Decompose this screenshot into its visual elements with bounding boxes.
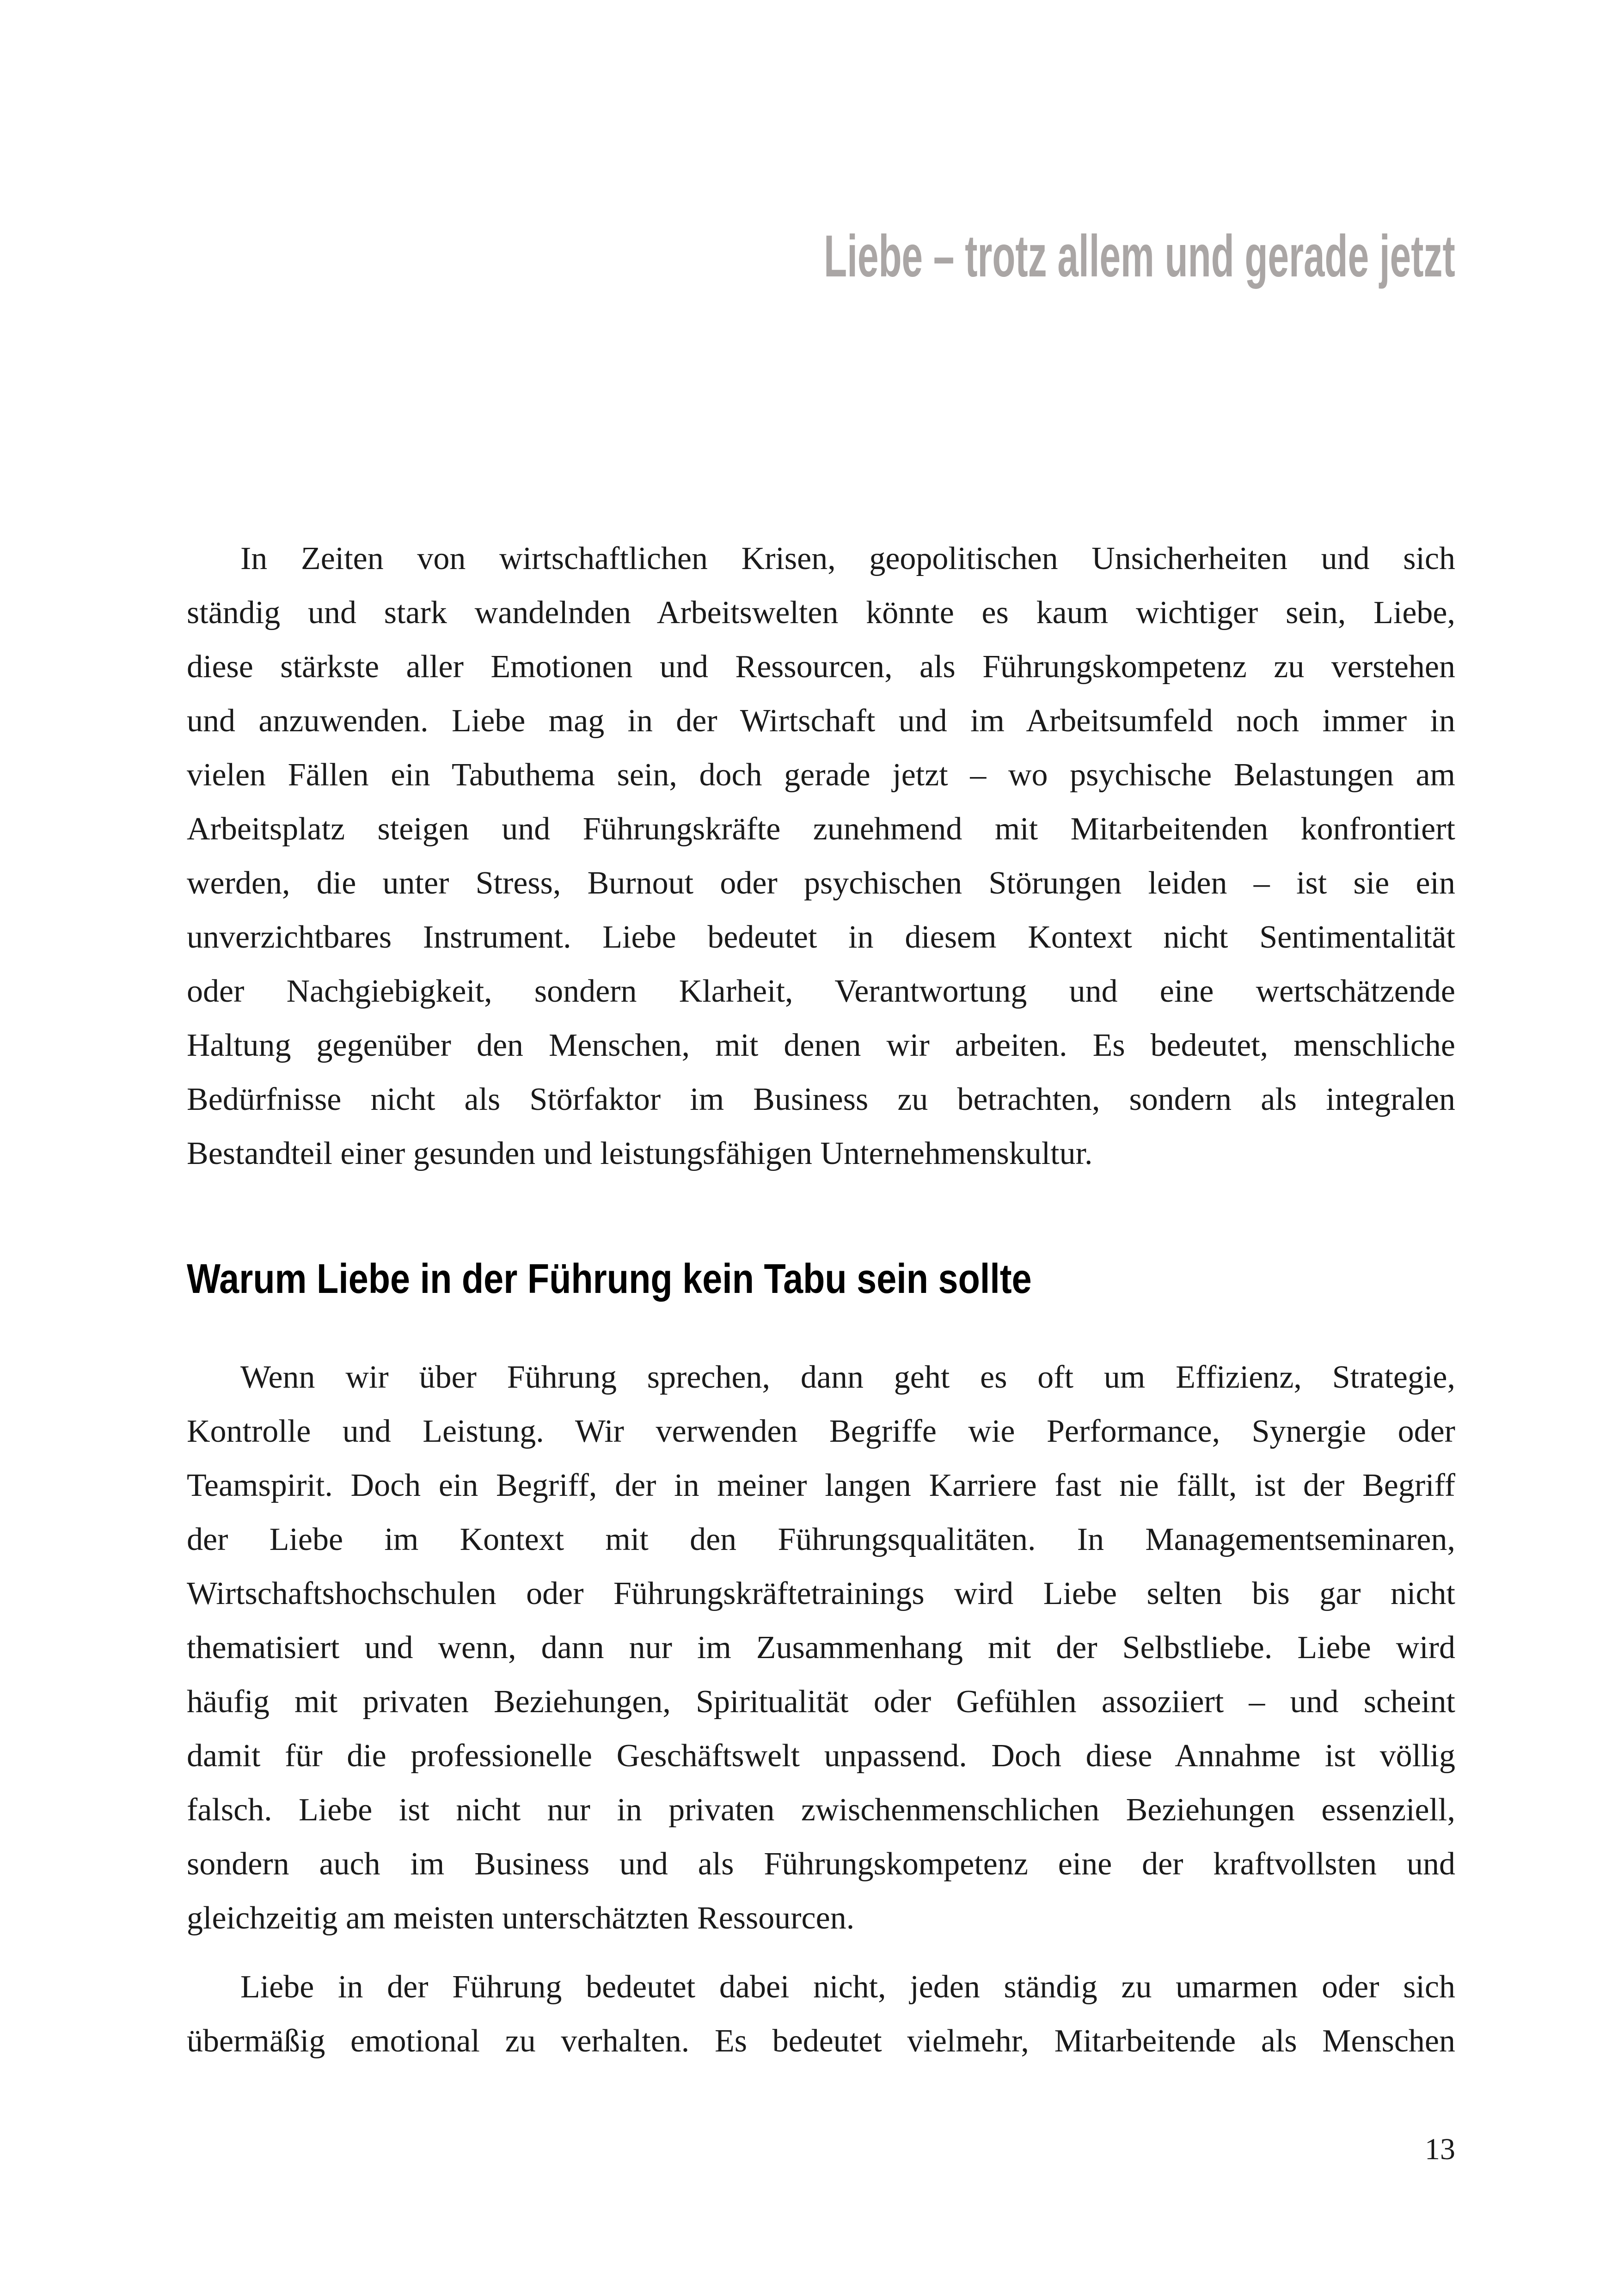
text-line: unverzichtbares Instrument. Liebe bedeutet in diesem Kontext nicht Sentimentalität (187, 919, 1455, 955)
page-number: 13 (1425, 2132, 1455, 2166)
text-line: diese stärkste aller Emotionen und Ressourcen, als Führungskompetenz zu verstehen (187, 649, 1455, 685)
text-line: falsch. Liebe ist nicht nur in privaten zwischenmenschlichen Beziehungen essenziell, (187, 1792, 1455, 1828)
text-line: übermäßig emotional zu verhalten. Es bedeutet vielmehr, Mitarbeitende als Menschen (187, 2023, 1455, 2059)
text-line: vielen Fällen ein Tabuthema sein, doch gerade jetzt – wo psychische Belastungen am (187, 757, 1455, 793)
text-line: Arbeitsplatz steigen und Führungskräfte zunehmend mit Mitarbeitenden konfrontiert (187, 811, 1455, 847)
text-line: oder Nachgiebigkeit, sondern Klarheit, Verantwortung und eine wertschätzende (187, 974, 1455, 1009)
text-line: ständig und stark wandelnden Arbeitswelten könnte es kaum wichtiger sein, Liebe, (187, 595, 1455, 631)
paragraph-3 (187, 1960, 1455, 2068)
text-line: Wirtschaftshochschulen oder Führungskräftetrainings wird Liebe selten bis gar nicht (187, 1576, 1455, 1611)
text-line: sondern auch im Business und als Führungskompetenz eine der kraftvollsten und (187, 1846, 1455, 1882)
text-line: Kontrolle und Leistung. Wir verwenden Begriffe wie Performance, Synergie oder (187, 1414, 1455, 1449)
text-line: Haltung gegenüber den Menschen, mit denen wir arbeiten. Es bedeutet, menschliche (187, 1028, 1455, 1063)
text-line: werden, die unter Stress, Burnout oder psychischen Störungen leiden – ist sie ein (187, 865, 1455, 901)
text-line: thematisiert und wenn, dann nur im Zusammenhang mit der Selbstliebe. Liebe wird (187, 1630, 1455, 1665)
text-line: gleichzeitig am meisten unterschätzten Ressourcen. (187, 1900, 855, 1936)
chapter-title: Liebe – trotz allem und gerade jetzt (824, 223, 1455, 289)
text-line: häufig mit privaten Beziehungen, Spiritualität oder Gefühlen assoziiert – und scheint (187, 1684, 1455, 1720)
text-line: und anzuwenden. Liebe mag in der Wirtschaft und im Arbeitsumfeld noch immer in (187, 703, 1455, 739)
text-line: der Liebe im Kontext mit den Führungsqualitäten. In Managementseminaren, (187, 1522, 1455, 1557)
text-line: In Zeiten von wirtschaftlichen Krisen, geopolitischen Unsicherheiten und sich (240, 541, 1455, 576)
text-line: Teamspirit. Doch ein Begriff, der in meiner langen Karriere fast nie fällt, ist der Begriff (187, 1468, 1455, 1503)
text-line: Bestandteil einer gesunden und leistungsfähigen Unternehmenskultur. (187, 1136, 1093, 1171)
text-line: Bedürfnisse nicht als Störfaktor im Business zu betrachten, sondern als integralen (187, 1082, 1455, 1117)
text-line: Liebe in der Führung bedeutet dabei nicht, jeden ständig zu umarmen oder sich (240, 1969, 1455, 2005)
paragraph-2 (187, 1350, 1455, 1945)
paragraph-1 (187, 532, 1455, 1181)
text-line: damit für die professionelle Geschäftswelt unpassend. Doch diese Annahme ist völlig (187, 1738, 1455, 1774)
section-heading: Warum Liebe in der Führung kein Tabu sein sollte (187, 1256, 1032, 1302)
text-line: Wenn wir über Führung sprechen, dann geht es oft um Effizienz, Strategie, (240, 1359, 1455, 1395)
